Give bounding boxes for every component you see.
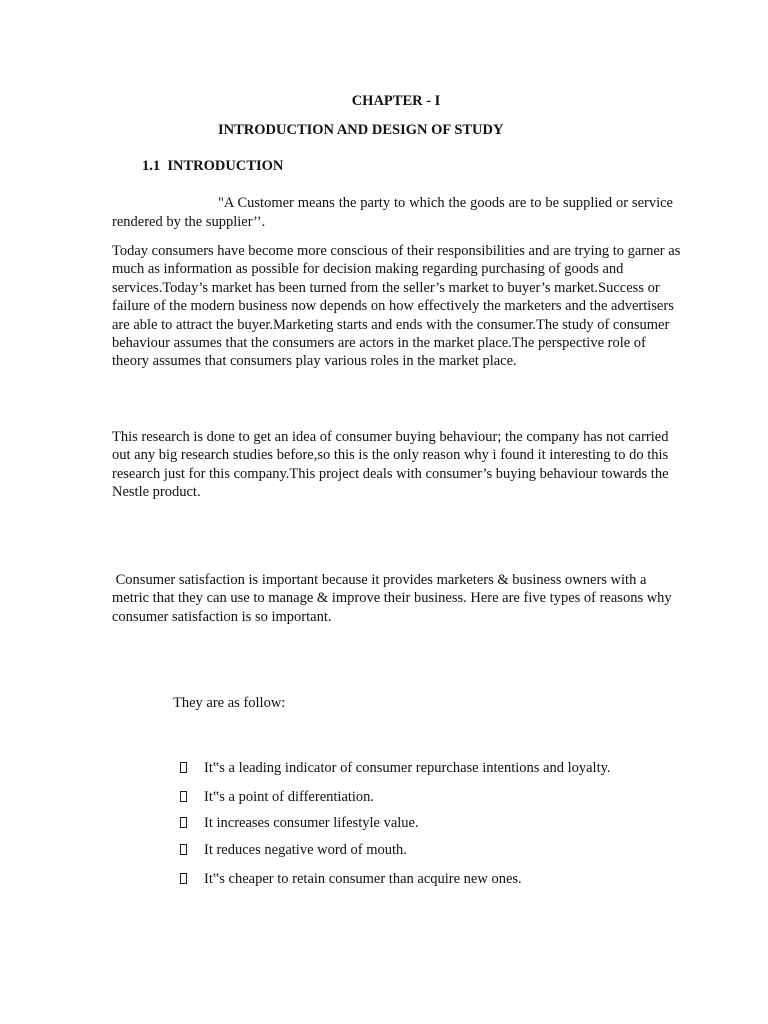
- list-item-text: It increases consumer lifestyle value.: [204, 815, 419, 831]
- paragraph-consumer-satisfaction: Consumer satisfaction is important because it provides marketers & business owners with a metric that they can use to manage & improve their business. Here are five types of reasons why consumer satisfaction is so important.: [112, 572, 676, 625]
- chapter-title: INTRODUCTION AND DESIGN OF STUDY: [218, 122, 504, 138]
- section-heading: 1.1 INTRODUCTION: [142, 158, 284, 174]
- customer-definition-quote: "A Customer means the party to which the goods are to be supplied or service rendered by the supplier’’.: [112, 195, 673, 230]
- list-item-text: It‟s a leading indicator of consumer repurchase intentions and loyalty.: [204, 760, 611, 776]
- list-item: [180, 815, 419, 832]
- missing-glyph-bullet-icon: [180, 844, 187, 855]
- list-item-text: It‟s a point of differentiation.: [204, 789, 375, 805]
- list-item: [180, 871, 522, 888]
- missing-glyph-bullet-icon: [180, 762, 187, 773]
- missing-glyph-bullet-icon: [180, 873, 187, 884]
- list-item-text: It‟s cheaper to retain consumer than acquire new ones.: [204, 871, 522, 887]
- list-item: [180, 760, 611, 777]
- list-item-text: It reduces negative word of mouth.: [204, 842, 407, 858]
- list-item: [180, 842, 407, 859]
- paragraph-research-purpose: This research is done to get an idea of consumer buying behaviour; the company has not carried out any big research studies before,so this is the only reason why i found it interesting to do this research just for this company.This project deals with consumer’s buying behaviour towards the Nestle product.: [112, 429, 669, 501]
- missing-glyph-bullet-icon: [180, 817, 187, 828]
- missing-glyph-bullet-icon: [180, 791, 187, 802]
- paragraph-consumer-awareness: Today consumers have become more conscious of their responsibilities and are trying to garner as much as information as possible for decision making regarding purchasing of goods and services.Today’s market has been turned from the seller’s market to buyer’s market.Success or failure of the modern business now depends on how effectively the marketers and the advertisers are able to attract the buyer.Marketing starts and ends with the consumer.The study of consumer behaviour assumes that the consumers are actors in the market place.The perspective role of theory assumes that consumers play various roles in the market place.: [112, 243, 681, 370]
- chapter-heading: CHAPTER - I: [351, 93, 441, 109]
- list-item: [180, 789, 374, 806]
- list-intro: They are as follow:: [173, 695, 286, 711]
